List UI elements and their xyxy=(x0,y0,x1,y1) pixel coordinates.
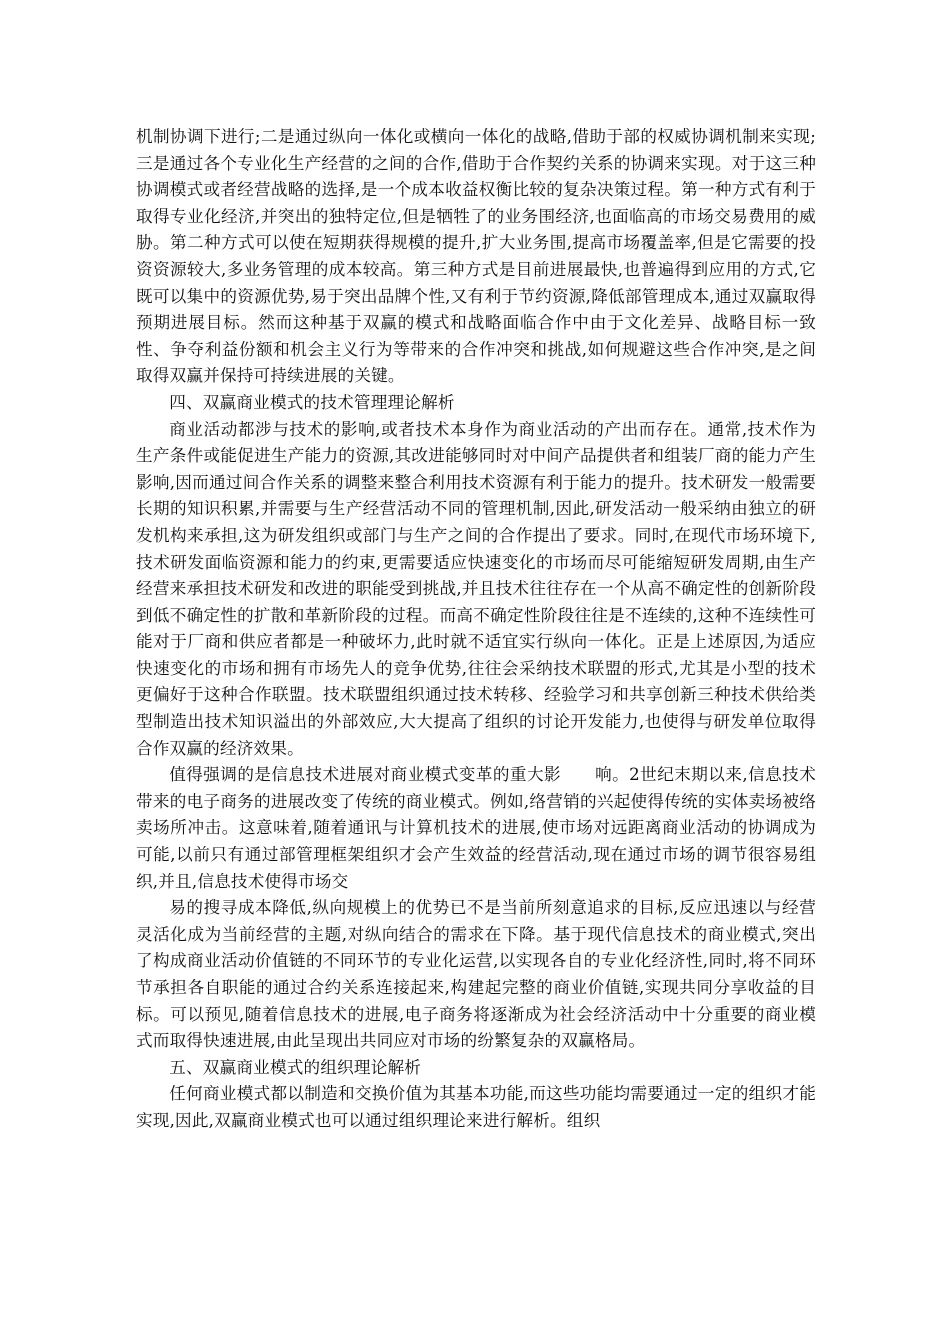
section-heading-technology-management: 四、双赢商业模式的技术管理理论解析 xyxy=(169,392,455,412)
paragraph-organization: 任何商业模式都以制造和交换价值为其基本功能,而这些功能均需要通过一定的组织才能实现,因此,双赢商业模式也可以通过组织理论来进行解析。组织 xyxy=(136,1084,816,1130)
paragraph-coordination-modes: 机制协调下进行;二是通过纵向一体化或横向一体化的战略,借助于部的权威协调机制来实现;三是通过各个专业化生产经营的之间的合作,借助于合作契约关系的协调来实现。对于这三种协调模式或者经营战略的选择,是一个成本收益权衡比较的复杂决策过程。第一种方式有利于取得专业化经济,并突出的独特定位,但是牺牲了的业务围经济,也面临高的市场交易费用的威胁。第二种方式可以使在短期获得规模的提升,扩大业务围,提高市场覆盖率,但是它需要的投资资源较大,多业务管理的成本较高。第三种方式是目前进展最快,也普遍得到应用的方式,它既可以集中的资源优势,易于突出品牌个性,又有利于节约资源,降低部管理成本,通过双赢取得预期进展目标。然而这种基于双赢的模式和战略面临合作中由于文化差异、战略目标一致性、争夺利益份额和机会主义行为等带来的合作冲突和挑战,如何规避这些合作冲突,是之间取得双赢并保持可持续进展的关键。 xyxy=(136,127,816,386)
paragraph-technology-alliance: 商业活动都涉与技术的影响,或者技术本身作为商业活动的产出而存在。通常,技术作为生产条件或能促进生产能力的资源,其改进能够同时对中间产品提供者和组装厂商的能力产生影响,因而通过间合作关系的调整来整合利用技术资源有利于能力的提升。技术研发一般需要长期的知识积累,并需要与生产经营活动不同的管理机制,因此,研发活动一般采纳由独立的研发机构来承担,这为研发组织或部门与生产之间的合作提出了要求。同时,在现代市场环境下,技术研发面临资源和能力的约束,更需要适应快速变化的市场而尽可能缩短研发周期,由生产经营来承担技术研发和改进的职能受到挑战,并且技术往往存在一个从高不确定性的创新阶段到低不确定性的扩散和革新阶段的过程。而高不确定性阶段往往是不连续的,这种不连续性可能对于厂商和供应者都是一种破坏力,此时就不适宜实行纵向一体化。正是上述原因,为适应快速变化的市场和拥有市场先人的竞争优势,往往会采纳技术联盟的形式,尤其是小型的技术更偏好于这种合作联盟。技术联盟组织通过技术转移、经验学习和共享创新三种技术供给类型制造出技术知识溢出的外部效应,大大提高了组织的讨论开发能力,也使得与研发单位取得合作双赢的经济效果。 xyxy=(136,419,816,758)
document-page xyxy=(136,124,816,1135)
section-heading-organization-theory: 五、双赢商业模式的组织理论解析 xyxy=(169,1057,422,1077)
paragraph-information-technology: 值得强调的是信息技术进展对商业模式变革的重大影 响。2世纪末期以来,信息技术带来的电子商务的进展改变了传统的商业模式。例如,络营销的兴起使得传统的实体卖场被络卖场所冲击。这意味着,随着通讯与计算机技术的进展,使市场对远距离商业活动的协调成为可能,以前只有通过部管理框架组织才会产生效益的经营活动,现在通过市场的调节很容易组织,并且,信息技术使得市场交 xyxy=(136,765,816,891)
paragraph-ecommerce: 易的搜寻成本降低,纵向规模上的优势已不是当前所刻意追求的目标,反应迅速以与经营灵活化成为当前经营的主题,对纵向结合的需求在下降。基于现代信息技术的商业模式,突出了构成商业活动价值链的不同环节的专业化运营,以实现各自的专业化经济性,同时,将不同环节承担各自职能的通过合约关系连接起来,构建起完整的商业价值链,实现共同分享收益的目标。可以预见,随着信息技术的进展,电子商务将逐渐成为社会经济活动中十分重要的商业模式而取得快速进展,由此呈现出共同应对市场的纷繁复杂的双赢格局。 xyxy=(136,898,816,1051)
